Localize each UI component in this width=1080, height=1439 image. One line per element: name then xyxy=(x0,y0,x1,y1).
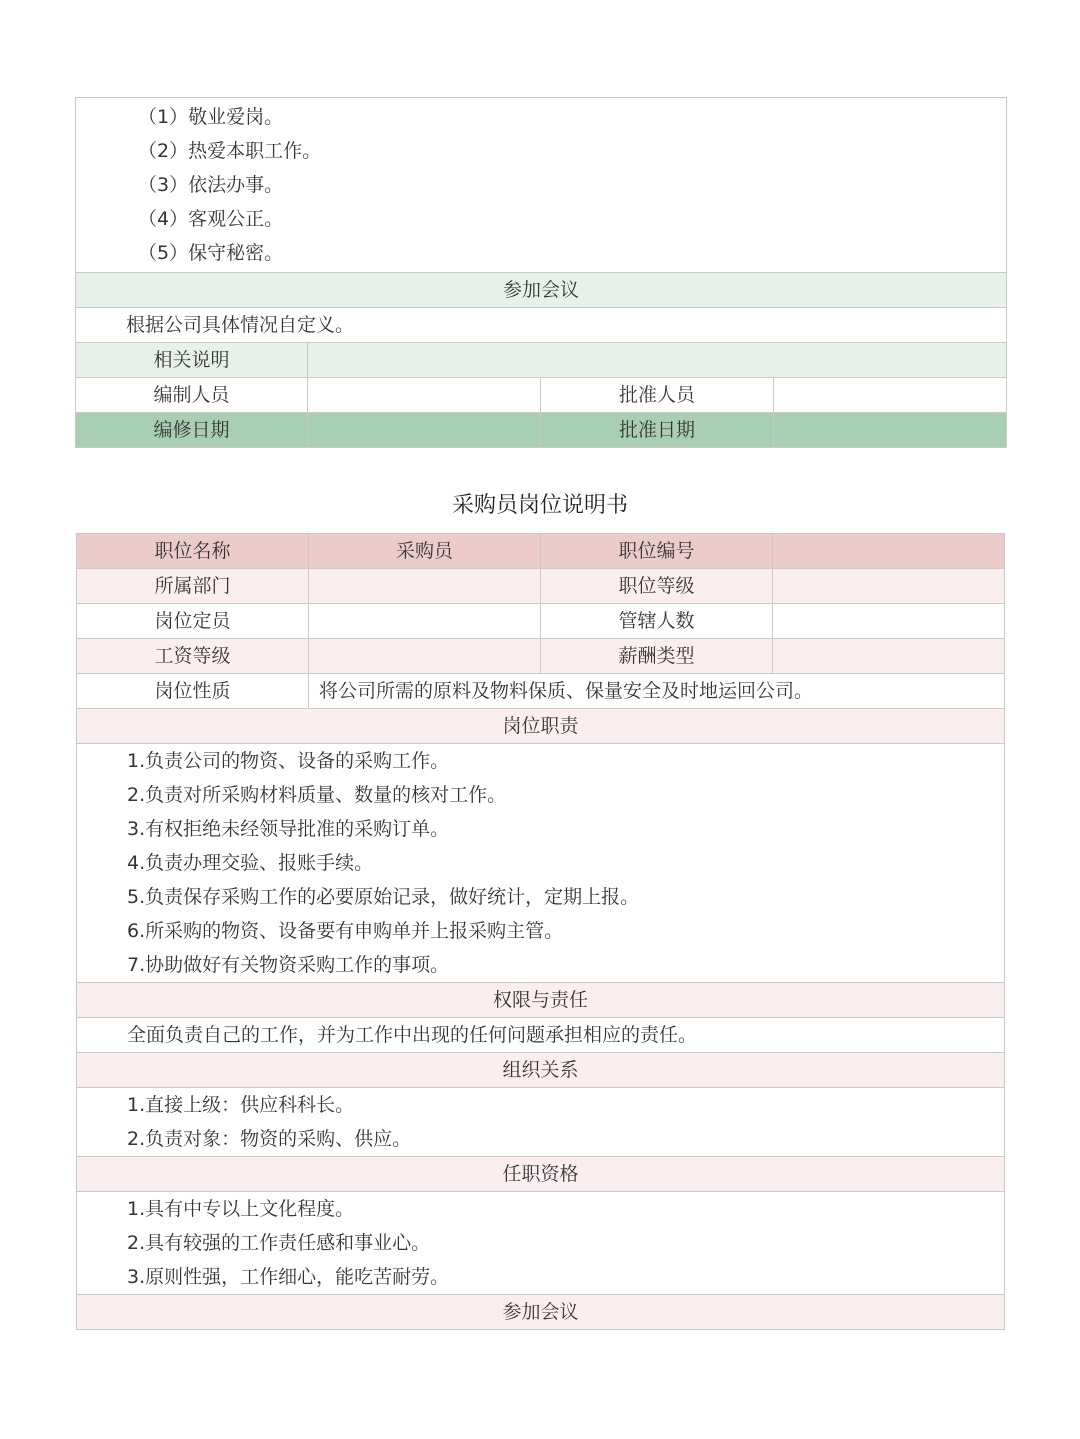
meeting-header: 参加会议 xyxy=(77,1295,1005,1330)
subordinates-value xyxy=(773,604,1005,639)
org-header: 组织关系 xyxy=(77,1053,1005,1088)
pay-type-label: 薪酬类型 xyxy=(541,639,773,674)
salary-grade-label: 工资等级 xyxy=(77,639,309,674)
list-item: 3.有权拒绝未经领导批准的采购订单。 xyxy=(127,818,450,840)
nature-value: 将公司所需的原料及物料保质、保量安全及时地运回公司。 xyxy=(309,674,1005,709)
headcount-value xyxy=(309,604,541,639)
org-list xyxy=(77,1088,1005,1157)
list-item: （1）敬业爱岗。 xyxy=(138,106,284,128)
approve-date-value xyxy=(774,413,1007,448)
approve-date-label: 批准日期 xyxy=(541,413,774,448)
position-name-value: 采购员 xyxy=(309,534,541,569)
duties-header: 岗位职责 xyxy=(77,709,1005,744)
meeting-header: 参加会议 xyxy=(76,273,1007,308)
list-item: （4）客观公正。 xyxy=(138,208,284,230)
table-row xyxy=(77,534,1005,569)
ethics-list xyxy=(76,98,1007,273)
document-title: 采购员岗位说明书 xyxy=(451,493,628,518)
list-item: 2.负责对所采购材料质量、数量的核对工作。 xyxy=(127,784,507,806)
list-item: 1.具有中专以上文化程度。 xyxy=(127,1198,355,1220)
list-item: 1.负责公司的物资、设备的采购工作。 xyxy=(127,750,450,772)
list-item: （5）保守秘密。 xyxy=(138,242,284,264)
department-value xyxy=(309,569,541,604)
list-item: 7.协助做好有关物资采购工作的事项。 xyxy=(127,954,450,976)
previous-job-table xyxy=(75,97,1007,448)
ethics-row xyxy=(76,98,1007,273)
list-item: 2.负责对象：物资的采购、供应。 xyxy=(127,1128,412,1150)
authority-header: 权限与责任 xyxy=(77,983,1005,1018)
table-row xyxy=(77,674,1005,709)
list-item: 3.原则性强，工作细心，能吃苦耐劳。 xyxy=(127,1266,450,1288)
salary-grade-value xyxy=(309,639,541,674)
position-name-label: 职位名称 xyxy=(77,534,309,569)
prepared-by-label: 编制人员 xyxy=(76,378,308,413)
qualifications-list xyxy=(77,1192,1005,1295)
position-code-label: 职位编号 xyxy=(541,534,773,569)
job-description-table xyxy=(76,533,1005,1330)
pay-type-value xyxy=(773,639,1005,674)
duties-list xyxy=(77,744,1005,983)
related-value xyxy=(308,343,1007,378)
edit-date-label: 编修日期 xyxy=(76,413,308,448)
list-item: （3）依法办事。 xyxy=(138,174,284,196)
edit-date-value xyxy=(308,413,541,448)
subordinates-label: 管辖人数 xyxy=(541,604,773,639)
nature-label: 岗位性质 xyxy=(77,674,309,709)
headcount-label: 岗位定员 xyxy=(77,604,309,639)
prepared-by-value xyxy=(308,378,541,413)
approved-by-value xyxy=(774,378,1007,413)
position-level-label: 职位等级 xyxy=(541,569,773,604)
meeting-text: 根据公司具体情况自定义。 xyxy=(76,308,1007,343)
list-item: 4.负责办理交验、报账手续。 xyxy=(127,852,374,874)
table-row xyxy=(77,604,1005,639)
table-row xyxy=(77,639,1005,674)
list-item: 5.负责保存采购工作的必要原始记录，做好统计，定期上报。 xyxy=(127,886,640,908)
authority-text: 全面负责自己的工作，并为工作中出现的任何问题承担相应的责任。 xyxy=(77,1018,1005,1053)
position-level-value xyxy=(773,569,1005,604)
position-code-value xyxy=(773,534,1005,569)
related-label: 相关说明 xyxy=(76,343,308,378)
qualifications-header: 任职资格 xyxy=(77,1157,1005,1192)
list-item: （2）热爱本职工作。 xyxy=(138,140,322,162)
list-item: 6.所采购的物资、设备要有申购单并上报采购主管。 xyxy=(127,920,564,942)
table-row xyxy=(77,569,1005,604)
approved-by-label: 批准人员 xyxy=(541,378,774,413)
list-item: 2.具有较强的工作责任感和事业心。 xyxy=(127,1232,431,1254)
list-item: 1.直接上级：供应科科长。 xyxy=(127,1094,355,1116)
department-label: 所属部门 xyxy=(77,569,309,604)
